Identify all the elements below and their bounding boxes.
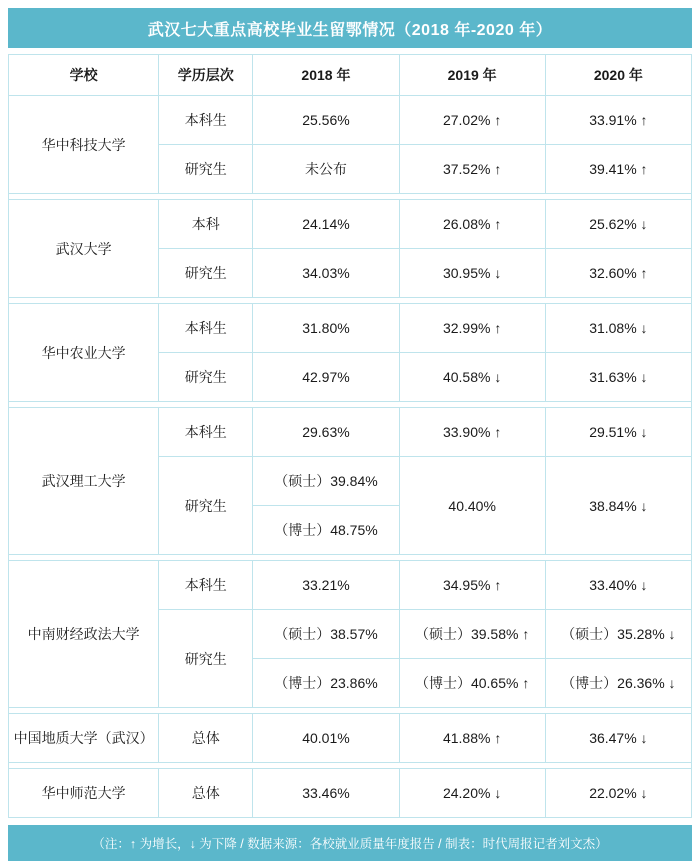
table-row (9, 769, 692, 818)
value-2019: 24.20% ↓ (399, 769, 545, 818)
value-2018: （硕士）38.57% (253, 610, 399, 659)
value-2018: 33.21% (253, 561, 399, 610)
table-row (9, 304, 692, 353)
page-title: 武汉七大重点高校毕业生留鄂情况（2018 年-2020 年） (8, 8, 692, 48)
value-2019: 27.02% ↑ (399, 96, 545, 145)
level-cell: 本科 (159, 200, 253, 249)
value-2018: 24.14% (253, 200, 399, 249)
school-name-cell: 中南财经政法大学 (9, 561, 159, 708)
column-header-school: 学校 (9, 55, 159, 96)
table-row (9, 200, 692, 249)
value-2019: 40.58% ↓ (399, 353, 545, 402)
value-2019: 37.52% ↑ (399, 145, 545, 194)
school-name-cell: 华中农业大学 (9, 304, 159, 402)
value-2020: 33.91% ↑ (545, 96, 691, 145)
data-table (8, 54, 692, 818)
value-2020: 39.41% ↑ (545, 145, 691, 194)
value-2020: 38.84% ↓ (545, 457, 691, 555)
value-2020: 31.63% ↓ (545, 353, 691, 402)
value-2018: 33.46% (253, 769, 399, 818)
value-2019: 41.88% ↑ (399, 714, 545, 763)
value-2020: （博士）26.36% ↓ (545, 659, 691, 708)
value-2020: 29.51% ↓ (545, 408, 691, 457)
table-row (9, 408, 692, 457)
value-2019: 40.40% (399, 457, 545, 555)
level-cell: 研究生 (159, 353, 253, 402)
column-header-level: 学历层次 (159, 55, 253, 96)
value-2018: 31.80% (253, 304, 399, 353)
school-name-cell: 武汉理工大学 (9, 408, 159, 555)
value-2018: 42.97% (253, 353, 399, 402)
level-cell: 研究生 (159, 249, 253, 298)
value-2020: 22.02% ↓ (545, 769, 691, 818)
value-2020: （硕士）35.28% ↓ (545, 610, 691, 659)
level-cell: 总体 (159, 714, 253, 763)
school-name-cell: 中国地质大学（武汉） (9, 714, 159, 763)
value-2019: 32.99% ↑ (399, 304, 545, 353)
level-cell: 研究生 (159, 145, 253, 194)
value-2018: （硕士）39.84% (253, 457, 399, 506)
value-2019: 33.90% ↑ (399, 408, 545, 457)
value-2020: 32.60% ↑ (545, 249, 691, 298)
value-2018: 未公布 (253, 145, 399, 194)
value-2018: （博士）23.86% (253, 659, 399, 708)
level-cell: 研究生 (159, 610, 253, 708)
level-cell: 本科生 (159, 96, 253, 145)
table-row (9, 561, 692, 610)
school-name-cell: 华中师范大学 (9, 769, 159, 818)
value-2019: 34.95% ↑ (399, 561, 545, 610)
value-2020: 25.62% ↓ (545, 200, 691, 249)
value-2020: 36.47% ↓ (545, 714, 691, 763)
value-2018: 29.63% (253, 408, 399, 457)
level-cell: 总体 (159, 769, 253, 818)
value-2020: 33.40% ↓ (545, 561, 691, 610)
school-name-cell: 武汉大学 (9, 200, 159, 298)
column-header-2019: 2019 年 (399, 55, 545, 96)
table-header-row (9, 55, 692, 96)
footer-note: （注：↑ 为增长，↓ 为下降 / 数据来源：各校就业质量年度报告 / 制表：时代周报记者刘文杰） (8, 825, 692, 861)
table-row (9, 96, 692, 145)
column-header-2018: 2018 年 (253, 55, 399, 96)
table-row (9, 714, 692, 763)
school-name-cell: 华中科技大学 (9, 96, 159, 194)
value-2019: （博士）40.65% ↑ (399, 659, 545, 708)
value-2019: 26.08% ↑ (399, 200, 545, 249)
value-2018: 34.03% (253, 249, 399, 298)
level-cell: 本科生 (159, 408, 253, 457)
value-2020: 31.08% ↓ (545, 304, 691, 353)
level-cell: 本科生 (159, 304, 253, 353)
value-2018: 40.01% (253, 714, 399, 763)
value-2019: 30.95% ↓ (399, 249, 545, 298)
value-2018-doctor: （博士）48.75% (253, 506, 399, 555)
value-2018: 25.56% (253, 96, 399, 145)
level-cell: 本科生 (159, 561, 253, 610)
column-header-2020: 2020 年 (545, 55, 691, 96)
value-2019: （硕士）39.58% ↑ (399, 610, 545, 659)
level-cell: 研究生 (159, 457, 253, 555)
